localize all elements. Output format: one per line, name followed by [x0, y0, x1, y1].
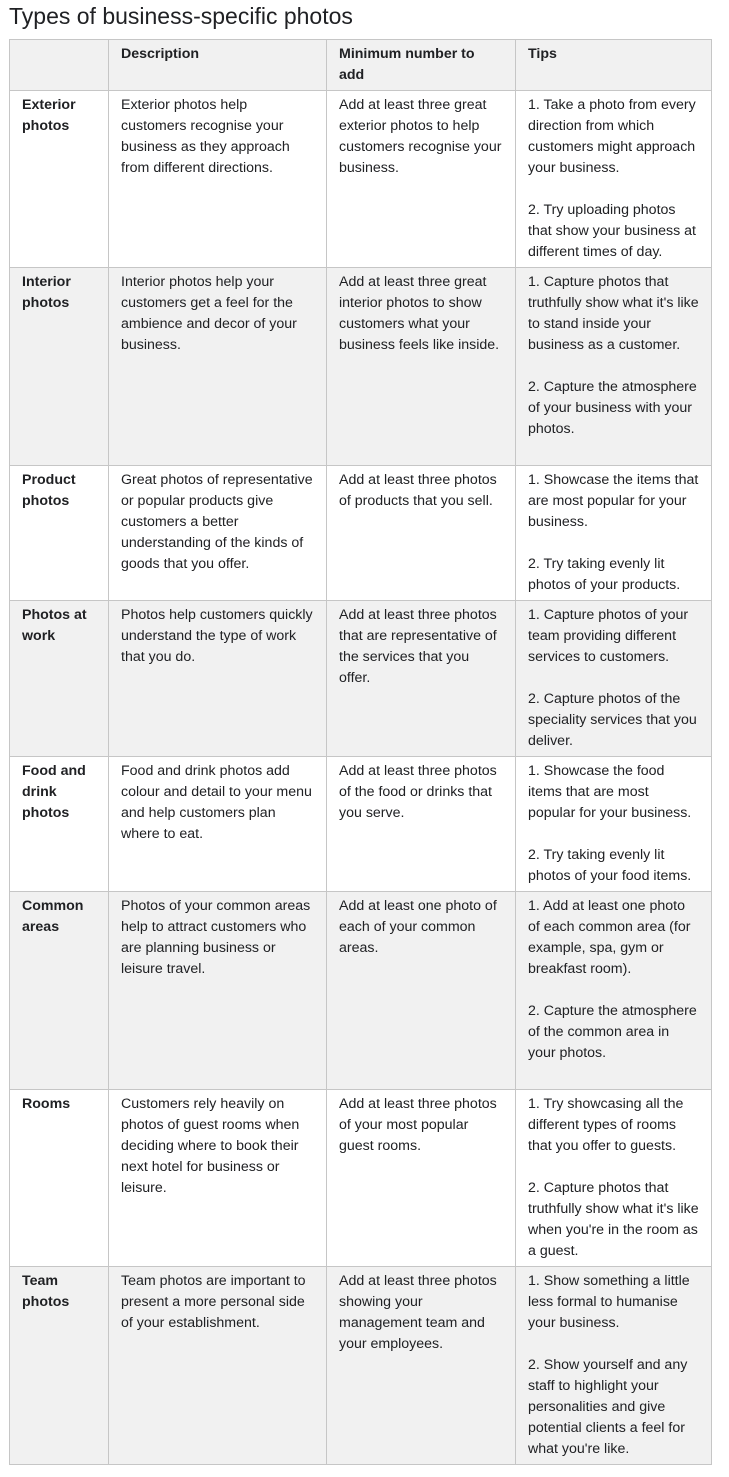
tip-1: 1. Show something a little less formal to humanise your business.	[528, 1273, 690, 1331]
row-tips	[516, 892, 712, 1090]
row-description: Exterior photos help customers recognise your business as they approach from different directions.	[109, 91, 327, 268]
table-header-row	[10, 40, 712, 91]
row-description: Great photos of representative or popular products give customers a better understanding of the kinds of goods that you offer.	[109, 466, 327, 601]
table-row	[10, 601, 712, 757]
tip-2: 2. Capture the atmosphere of your business with your photos.	[528, 379, 697, 437]
row-minimum: Add at least three photos that are representative of the services that you offer.	[327, 601, 516, 757]
tip-2: 2. Try uploading photos that show your business at different times of day.	[528, 202, 696, 260]
row-type: Exterior photos	[10, 91, 109, 268]
tip-1: 1. Add at least one photo of each common area (for example, spa, gym or breakfast room).	[528, 898, 691, 977]
tip-2: 2. Capture the atmosphere of the common area in your photos.	[528, 1003, 697, 1061]
row-type: Rooms	[10, 1090, 109, 1267]
row-type: Photos at work	[10, 601, 109, 757]
row-minimum: Add at least three photos showing your management team and your employees.	[327, 1267, 516, 1465]
table-row	[10, 1267, 712, 1465]
row-description: Food and drink photos add colour and detail to your menu and help customers plan where to eat.	[109, 757, 327, 892]
row-type: Team photos	[10, 1267, 109, 1465]
column-header-description: Description	[109, 40, 327, 91]
tip-1: 1. Capture photos of your team providing different services to customers.	[528, 607, 689, 665]
row-minimum: Add at least three photos of the food or drinks that you serve.	[327, 757, 516, 892]
tip-1: 1. Take a photo from every direction from which customers might approach your business.	[528, 97, 696, 176]
row-description: Photos help customers quickly understand the type of work that you do.	[109, 601, 327, 757]
table-row	[10, 757, 712, 892]
tip-2: 2. Show yourself and any staff to highlight your personalities and give potential clients a feel for what you're like.	[528, 1357, 688, 1457]
tip-1: 1. Showcase the food items that are most popular for your business.	[528, 763, 692, 821]
table-row	[10, 268, 712, 466]
tip-2: 2. Try taking evenly lit photos of your food items.	[528, 847, 692, 884]
tip-2: 2. Capture photos that truthfully show what it's like when you're in the room as a guest.	[528, 1180, 699, 1259]
table-row	[10, 91, 712, 268]
table-row	[10, 892, 712, 1090]
page-title: Types of business-specific photos	[9, 3, 353, 29]
tip-1: 1. Try showcasing all the different types of rooms that you offer to guests.	[528, 1096, 684, 1154]
row-description: Interior photos help your customers get a feel for the ambience and decor of your business.	[109, 268, 327, 466]
tip-2: 2. Try taking evenly lit photos of your products.	[528, 556, 681, 593]
row-type: Interior photos	[10, 268, 109, 466]
row-minimum: Add at least three photos of products that you sell.	[327, 466, 516, 601]
row-minimum: Add at least three great interior photos to show customers what your business feels like inside.	[327, 268, 516, 466]
row-minimum: Add at least three great exterior photos to help customers recognise your business.	[327, 91, 516, 268]
row-tips	[516, 466, 712, 601]
row-tips	[516, 601, 712, 757]
row-tips	[516, 91, 712, 268]
photo-types-table	[9, 39, 712, 1465]
row-minimum: Add at least three photos of your most popular guest rooms.	[327, 1090, 516, 1267]
row-type: Common areas	[10, 892, 109, 1090]
tip-2: 2. Capture photos of the speciality services that you deliver.	[528, 691, 697, 749]
column-header-minimum: Minimum number to add	[327, 40, 516, 91]
row-tips	[516, 757, 712, 892]
row-description: Customers rely heavily on photos of guest rooms when deciding where to book their next hotel for business or leisure.	[109, 1090, 327, 1267]
tip-1: 1. Showcase the items that are most popular for your business.	[528, 472, 699, 530]
row-minimum: Add at least one photo of each of your common areas.	[327, 892, 516, 1090]
table-row	[10, 466, 712, 601]
row-description: Photos of your common areas help to attract customers who are planning business or leisure travel.	[109, 892, 327, 1090]
row-type: Product photos	[10, 466, 109, 601]
row-tips	[516, 1267, 712, 1465]
row-description: Team photos are important to present a more personal side of your establishment.	[109, 1267, 327, 1465]
row-type: Food and drink photos	[10, 757, 109, 892]
row-tips	[516, 1090, 712, 1267]
row-tips	[516, 268, 712, 466]
column-header-type	[10, 40, 109, 91]
column-header-tips: Tips	[516, 40, 712, 91]
tip-1: 1. Capture photos that truthfully show what it's like to stand inside your business as a customer.	[528, 274, 699, 353]
table-row	[10, 1090, 712, 1267]
